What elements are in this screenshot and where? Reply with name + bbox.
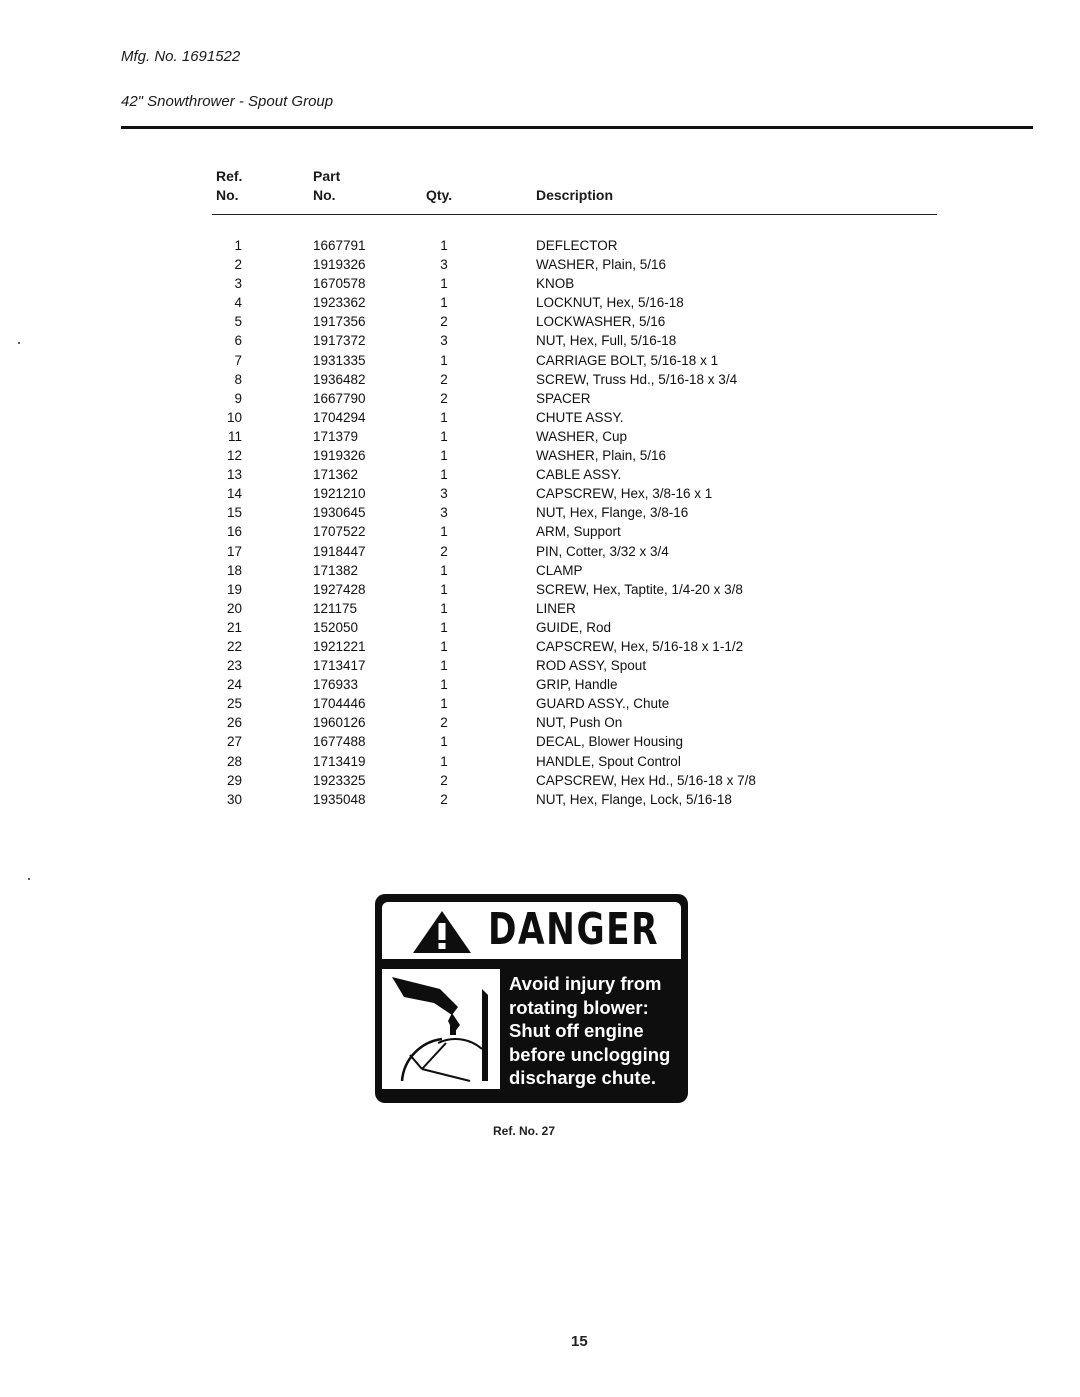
- table-row: [0, 713, 1080, 732]
- part-no-cell: 1921210: [313, 486, 366, 502]
- ref-cell: 18: [226, 562, 242, 578]
- ref-cell: 15: [226, 505, 242, 521]
- description-cell: NUT, Hex, Flange, 3/8-16: [536, 505, 689, 521]
- qty-cell: 3: [440, 333, 448, 349]
- part-no-cell: 1923362: [313, 295, 366, 311]
- warning-triangle-icon: [412, 910, 472, 954]
- qty-cell: 2: [440, 371, 448, 387]
- part-no-cell: 1713417: [313, 658, 366, 674]
- description-cell: SCREW, Truss Hd., 5/16-18 x 3/4: [536, 371, 738, 387]
- table-row: [0, 618, 1080, 637]
- part-no-cell: 1677488: [313, 734, 366, 750]
- col-header-description: Description: [536, 187, 614, 203]
- header-rule: [121, 126, 1033, 129]
- qty-cell: 1: [440, 600, 448, 616]
- ref-cell: 16: [226, 524, 242, 540]
- part-no-cell: 152050: [313, 619, 359, 635]
- part-no-cell: 1917356: [313, 314, 366, 330]
- qty-cell: 1: [440, 295, 448, 311]
- part-no-cell: 1919326: [313, 257, 366, 273]
- ref-cell: 19: [226, 581, 242, 597]
- ref-cell: 20: [226, 600, 242, 616]
- part-no-cell: 1707522: [313, 524, 366, 540]
- description-cell: DECAL, Blower Housing: [536, 734, 684, 750]
- qty-cell: 1: [440, 467, 448, 483]
- qty-cell: 1: [440, 734, 448, 750]
- part-no-cell: 121175: [313, 600, 358, 616]
- description-cell: LOCKWASHER, 5/16: [536, 314, 666, 330]
- ref-cell: 5: [234, 314, 242, 330]
- table-row: [0, 675, 1080, 694]
- part-no-cell: 1704446: [313, 696, 366, 712]
- description-cell: NUT, Hex, Full, 5/16-18: [536, 333, 677, 349]
- ref-cell: 1: [234, 238, 242, 253]
- danger-decal: [375, 894, 688, 1103]
- ref-cell: 10: [226, 409, 242, 425]
- col-header-ref-bottom: No.: [216, 187, 239, 203]
- qty-cell: 1: [440, 638, 448, 654]
- table-row: [0, 274, 1080, 293]
- section-subtitle: 42" Snowthrower - Spout Group: [121, 93, 334, 110]
- ref-cell: 14: [226, 486, 242, 502]
- part-no-cell: 1931335: [313, 352, 366, 368]
- danger-line: Shut off engine: [509, 1020, 644, 1042]
- table-row: [0, 255, 1080, 274]
- description-cell: CLAMP: [536, 562, 583, 578]
- qty-cell: 2: [440, 791, 448, 807]
- part-no-cell: 1917372: [313, 333, 366, 349]
- page-number: 15: [571, 1333, 588, 1350]
- col-header-ref-top: Ref.: [216, 168, 243, 184]
- danger-signal-word: DANGER: [488, 904, 660, 955]
- description-cell: LOCKNUT, Hex, 5/16-18: [536, 295, 684, 311]
- qty-cell: 1: [440, 581, 448, 597]
- ref-cell: 6: [234, 333, 242, 349]
- qty-cell: 3: [440, 486, 448, 502]
- table-row: [0, 389, 1080, 408]
- table-row: [0, 771, 1080, 790]
- description-cell: GRIP, Handle: [536, 677, 618, 693]
- ref-cell: 29: [226, 772, 242, 788]
- table-row: [0, 790, 1080, 809]
- description-cell: SCREW, Hex, Taptite, 1/4-20 x 3/8: [536, 581, 743, 597]
- description-cell: NUT, Push On: [536, 715, 623, 731]
- qty-cell: 1: [440, 352, 448, 368]
- col-header-part-top: Part: [313, 168, 341, 184]
- description-cell: DEFLECTOR: [536, 238, 618, 253]
- table-row: [0, 599, 1080, 618]
- table-row: [0, 465, 1080, 484]
- description-cell: SPACER: [536, 390, 591, 406]
- qty-cell: 3: [440, 257, 448, 273]
- description-cell: CARRIAGE BOLT, 5/16-18 x 1: [536, 352, 719, 368]
- qty-cell: 2: [440, 314, 448, 330]
- part-no-cell: 1713419: [313, 753, 366, 769]
- danger-header: [382, 902, 681, 959]
- description-cell: NUT, Hex, Flange, Lock, 5/16-18: [536, 791, 732, 807]
- ref-cell: 30: [226, 791, 242, 807]
- part-no-cell: 1918447: [313, 543, 366, 559]
- ref-cell: 23: [226, 658, 242, 674]
- part-no-cell: 1927428: [313, 581, 366, 597]
- description-cell: WASHER, Plain, 5/16: [536, 257, 667, 273]
- qty-cell: 1: [440, 753, 448, 769]
- danger-message: [509, 972, 685, 1090]
- table-row: [0, 542, 1080, 561]
- qty-cell: 1: [440, 524, 448, 540]
- ref-cell: 22: [226, 638, 242, 654]
- description-cell: CABLE ASSY.: [536, 467, 622, 483]
- scan-speck: [28, 878, 30, 880]
- table-row: [0, 370, 1080, 389]
- qty-cell: 2: [440, 543, 448, 559]
- description-cell: WASHER, Cup: [536, 428, 628, 444]
- description-cell: CAPSCREW, Hex, 5/16-18 x 1-1/2: [536, 638, 744, 654]
- part-no-cell: 1921221: [313, 638, 366, 654]
- description-cell: PIN, Cotter, 3/32 x 3/4: [536, 543, 669, 559]
- description-cell: KNOB: [536, 276, 575, 292]
- table-row: [0, 446, 1080, 465]
- rotating-blower-hand-icon: [382, 969, 500, 1089]
- description-cell: CAPSCREW, Hex Hd., 5/16-18 x 7/8: [536, 772, 756, 788]
- part-no-cell: 171362: [313, 467, 359, 483]
- description-cell: ARM, Support: [536, 524, 621, 540]
- ref-cell: 3: [234, 276, 242, 292]
- table-row: [0, 236, 1080, 255]
- qty-cell: 1: [440, 238, 448, 253]
- qty-cell: 1: [440, 276, 448, 292]
- description-cell: CAPSCREW, Hex, 3/8-16 x 1: [536, 486, 713, 502]
- part-no-cell: 1667790: [313, 390, 366, 406]
- description-cell: GUARD ASSY., Chute: [536, 696, 670, 712]
- part-no-cell: 1923325: [313, 772, 366, 788]
- table-row: [0, 656, 1080, 675]
- ref-cell: 17: [226, 543, 242, 559]
- table-row: [0, 561, 1080, 580]
- qty-cell: 1: [440, 562, 448, 578]
- qty-cell: 1: [440, 696, 448, 712]
- part-no-cell: 1930645: [313, 505, 366, 521]
- qty-cell: 1: [440, 409, 448, 425]
- col-header-part-bottom: No.: [313, 187, 336, 203]
- parts-table: [0, 236, 1080, 809]
- description-cell: WASHER, Plain, 5/16: [536, 448, 667, 464]
- part-no-cell: 176933: [313, 677, 359, 693]
- description-cell: ROD ASSY, Spout: [536, 658, 647, 674]
- ref-cell: 24: [226, 677, 242, 693]
- table-row: [0, 752, 1080, 771]
- part-no-cell: 1960126: [313, 715, 366, 731]
- danger-line: Avoid injury from: [509, 973, 662, 994]
- ref-cell: 9: [234, 390, 242, 406]
- table-row: [0, 732, 1080, 751]
- ref-cell: 21: [226, 619, 242, 635]
- qty-cell: 1: [440, 658, 448, 674]
- qty-cell: 1: [440, 428, 448, 444]
- part-no-cell: 1667791: [313, 238, 366, 253]
- ref-cell: 4: [234, 295, 242, 311]
- description-cell: GUIDE, Rod: [536, 619, 612, 635]
- table-row: [0, 293, 1080, 312]
- qty-cell: 1: [440, 677, 448, 693]
- part-no-cell: 1919326: [313, 448, 366, 464]
- ref-cell: 12: [226, 448, 242, 464]
- decal-caption: Ref. No. 27: [493, 1124, 556, 1138]
- ref-cell: 8: [234, 371, 242, 387]
- description-cell: HANDLE, Spout Control: [536, 753, 681, 769]
- description-cell: CHUTE ASSY.: [536, 409, 624, 425]
- description-cell: LINER: [536, 600, 576, 616]
- ref-cell: 25: [226, 696, 242, 712]
- qty-cell: 1: [440, 448, 448, 464]
- part-no-cell: 1935048: [313, 791, 366, 807]
- table-row: [0, 522, 1080, 541]
- qty-cell: 2: [440, 715, 448, 731]
- ref-cell: 7: [234, 352, 242, 368]
- qty-cell: 2: [440, 772, 448, 788]
- ref-cell: 26: [226, 715, 242, 731]
- table-row: [0, 312, 1080, 331]
- danger-line: rotating blower:: [509, 996, 649, 1018]
- part-no-cell: 1670578: [313, 276, 366, 292]
- table-row: [0, 580, 1080, 599]
- table-row: [0, 331, 1080, 350]
- table-row: [0, 484, 1080, 503]
- part-no-cell: 1704294: [313, 409, 366, 425]
- danger-line: before unclogging: [509, 1043, 671, 1065]
- table-row: [0, 351, 1080, 370]
- table-row: [0, 503, 1080, 522]
- part-no-cell: 171382: [313, 562, 359, 578]
- qty-cell: 1: [440, 619, 448, 635]
- part-no-cell: 1936482: [313, 371, 366, 387]
- qty-cell: 3: [440, 505, 448, 521]
- ref-cell: 11: [227, 428, 242, 444]
- table-row: [0, 694, 1080, 713]
- ref-cell: 13: [226, 467, 242, 483]
- table-row: [0, 637, 1080, 656]
- table-header-rule: [212, 214, 937, 215]
- table-row: [0, 408, 1080, 427]
- part-no-cell: 171379: [313, 428, 359, 444]
- mfg-number: Mfg. No. 1691522: [121, 48, 241, 65]
- table-row: [0, 427, 1080, 446]
- danger-line: discharge chute.: [509, 1067, 657, 1089]
- scan-speck: [18, 342, 20, 344]
- ref-cell: 2: [234, 257, 242, 273]
- col-header-qty: Qty.: [426, 187, 453, 203]
- qty-cell: 2: [440, 390, 448, 406]
- ref-cell: 27: [226, 734, 242, 750]
- ref-cell: 28: [226, 753, 242, 769]
